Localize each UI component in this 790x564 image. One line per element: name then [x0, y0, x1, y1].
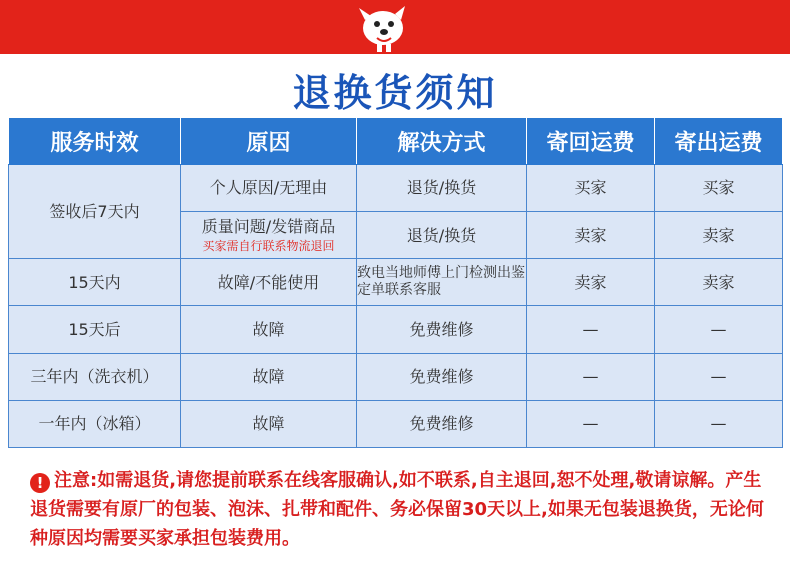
solution-cell: 免费维修 [357, 306, 527, 353]
period-cell: 15天后 [9, 306, 181, 353]
exclamation-icon: ! [30, 473, 50, 493]
table-header-row [9, 118, 783, 165]
table-row [9, 259, 783, 306]
reason-cell [181, 212, 357, 259]
period-cell: 一年内（冰箱） [9, 400, 181, 447]
solution-cell: 免费维修 [357, 400, 527, 447]
reason-cell: 个人原因/无理由 [181, 165, 357, 212]
send-fee-cell: — [655, 400, 783, 447]
header-reason: 原因 [181, 118, 357, 165]
return-fee-cell: — [527, 400, 655, 447]
header-send-fee: 寄出运费 [655, 118, 783, 165]
return-fee-cell: — [527, 353, 655, 400]
return-policy-table [8, 117, 783, 448]
table-row [9, 400, 783, 447]
solution-cell: 免费维修 [357, 353, 527, 400]
header-service-period: 服务时效 [9, 118, 181, 165]
page-title: 退换货须知 [292, 71, 498, 115]
dog-mascot-icon [355, 4, 411, 54]
reason-cell: 故障/不能使用 [181, 259, 357, 306]
send-fee-cell: — [655, 306, 783, 353]
period-cell: 三年内（洗衣机） [9, 353, 181, 400]
send-fee-cell: 卖家 [655, 259, 783, 306]
period-cell: 签收后7天内 [9, 165, 181, 259]
reason-cell: 故障 [181, 353, 357, 400]
period-cell: 15天内 [9, 259, 181, 306]
return-fee-cell: 卖家 [527, 259, 655, 306]
top-banner [0, 0, 790, 54]
notice-body: 注意:如需退货,请您提前联系在线客服确认,如不联系,自主退回,恕不处理,敬请谅解。产生退货需要有原厂的包装、泡沫、扎带和配件、务必保留30天以上,如果无包装退换货，无论何种原因均需要买家承担包装费用。 [30, 470, 764, 549]
return-fee-cell: 卖家 [527, 212, 655, 259]
solution-cell: 退货/换货 [357, 212, 527, 259]
reason-text: 质量问题/发错商品 [201, 217, 336, 237]
return-fee-cell: — [527, 306, 655, 353]
header-solution: 解决方式 [357, 118, 527, 165]
reason-cell: 故障 [181, 306, 357, 353]
header-return-fee: 寄回运费 [527, 118, 655, 165]
notice-text [30, 466, 775, 553]
table-row [9, 306, 783, 353]
reason-cell: 故障 [181, 400, 357, 447]
reason-note: 买家需自行联系物流退回 [202, 238, 335, 253]
send-fee-cell: 卖家 [655, 212, 783, 259]
send-fee-cell: — [655, 353, 783, 400]
return-fee-cell: 买家 [527, 165, 655, 212]
table-row [9, 165, 783, 212]
send-fee-cell: 买家 [655, 165, 783, 212]
solution-cell: 退货/换货 [357, 165, 527, 212]
solution-cell [357, 259, 527, 306]
solution-text: 致电当地师傅上门检测出鉴定单联系客服 [357, 264, 525, 299]
table-row [9, 353, 783, 400]
